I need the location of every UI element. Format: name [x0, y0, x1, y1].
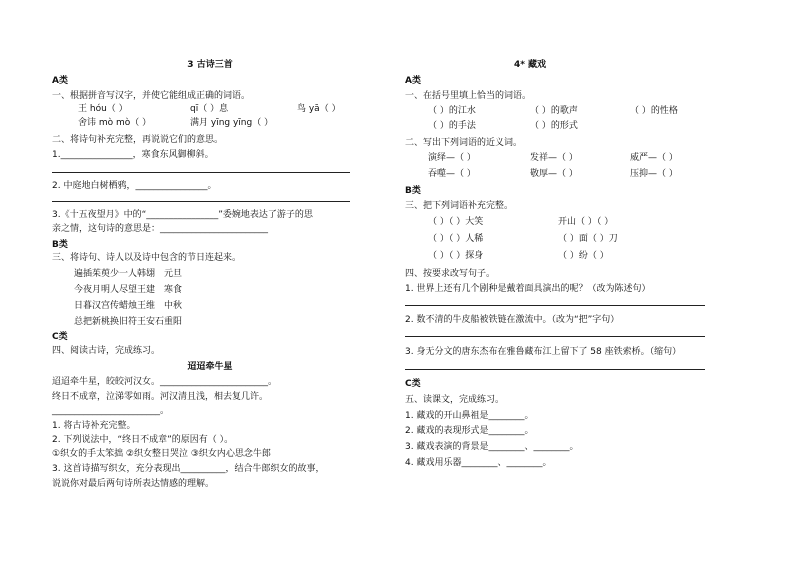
- poem-question-2-options: ①织女的手太笨拙 ②织女整日哭泣 ③织女内心思念牛郎: [52, 449, 271, 459]
- fill-phrase-4: （ ）的手法: [428, 121, 476, 131]
- reading-question-3: 3. 藏戏表演的背景是________、________。: [405, 442, 579, 452]
- synonym-2: 发祥—（ ）: [530, 153, 578, 163]
- idiom-1: （ ）（ ）大笑: [428, 217, 484, 227]
- question-1-prompt: 一、根据拼音写汉字，并使它能组成正确的词语。: [52, 91, 251, 101]
- answer-line: [405, 336, 705, 337]
- question-2-prompt: 二、将诗句补充完整，再说说它们的意思。: [52, 135, 224, 145]
- match-poem: 遍插茱萸少一人: [74, 269, 138, 279]
- matching-row: [74, 282, 182, 298]
- synonym-1: 演绎—（ ）: [428, 153, 476, 163]
- reading-question-4: 4. 藏戏用乐器________、________。: [405, 458, 552, 468]
- fill-poem-2: 2. 中庭地白树栖鸦，________________。: [52, 181, 217, 191]
- matching-row: [74, 266, 182, 282]
- fill-poem-3a: 3.《十五夜望月》中的“________________”委婉地表达了游子的思: [52, 210, 313, 220]
- poem-line-2: 终日不成章，泣涕零如雨。河汉清且浅，相去复几许。: [52, 392, 269, 402]
- match-poet: 王维: [137, 301, 156, 311]
- reading-question-1: 1. 藏戏的开山鼻祖是________。: [405, 411, 534, 421]
- question-4-prompt: 四、阅读古诗，完成练习。: [52, 346, 161, 356]
- fill-phrase-3: （ ）的性格: [630, 106, 678, 116]
- idiom-2: 开山（ ）（ ）: [558, 217, 614, 227]
- fill-poem-3b: 亲之情，这句诗的意思是：________________________: [52, 224, 269, 234]
- synonym-5: 敬厚—（ ）: [530, 169, 578, 179]
- question-3-prompt: 三、把下列词语补充完整。: [405, 201, 514, 211]
- section-b-label: B类: [405, 186, 421, 196]
- fill-phrase-2: （ ）的歌声: [530, 106, 578, 116]
- question-3-prompt: 三、将诗句、诗人以及诗中包含的节日连起来。: [52, 253, 242, 263]
- matching-row: [74, 314, 182, 330]
- synonym-4: 吞噬—（ ）: [428, 169, 476, 179]
- pinyin-item-1: 王 hóu（ ）: [78, 104, 128, 114]
- fill-poem-1: 1.________________，寒食东风御柳斜。: [52, 150, 214, 160]
- match-poet: 王安石: [137, 317, 165, 327]
- lesson-4-title: 4* 藏戏: [513, 60, 547, 70]
- idiom-4: （ ）面（ ）刀: [558, 234, 618, 244]
- question-4-prompt: 四、按要求改写句子。: [405, 269, 496, 279]
- idiom-6: （ ）纷（ ）: [558, 251, 609, 261]
- fill-phrase-5: （ ）的形式: [530, 121, 578, 131]
- match-poem: 总把新桃换旧符: [74, 317, 138, 327]
- poem-question-3a: 3. 这首诗描写织女，充分表现出__________，结合牛郎织女的故事，: [52, 464, 325, 474]
- rewrite-sentence-2: 2. 数不清的牛皮船被铁链在激流中。（改为“把”字句）: [405, 315, 620, 325]
- match-poet: 王建: [137, 285, 156, 295]
- pinyin-item-2: qī（ ）息: [190, 104, 229, 114]
- question-1-prompt: 一、在括号里填上恰当的词语。: [405, 91, 532, 101]
- answer-line: [52, 201, 350, 202]
- pinyin-item-4: 舍讳 mò mò（ ）: [78, 118, 152, 128]
- match-poem: 日暮汉宫传蜡烛: [74, 301, 138, 311]
- fill-phrase-1: （ ）的江水: [428, 106, 476, 116]
- lesson-3-title: 3 古诗三首: [187, 60, 233, 70]
- poem-question-1: 1. 将古诗补充完整。: [52, 421, 136, 431]
- matching-row: [74, 298, 182, 314]
- reading-question-2: 2. 藏戏的表现形式是________。: [405, 426, 534, 436]
- poem-question-3b: 说说你对最后两句诗所表达情感的理解。: [52, 479, 215, 489]
- section-a-label: A类: [405, 76, 421, 86]
- section-b-label: B类: [52, 240, 68, 250]
- answer-line: [52, 172, 350, 173]
- match-festival: 中秋: [164, 301, 183, 311]
- matching-table: [74, 266, 182, 330]
- match-festival: 重阳: [164, 317, 183, 327]
- section-c-label: C类: [52, 332, 68, 342]
- section-a-label: A类: [52, 76, 68, 86]
- poem-line-3: ________________________。: [52, 406, 170, 416]
- answer-line: [405, 369, 705, 370]
- match-poet: 韩翃: [137, 269, 156, 279]
- question-2-prompt: 二、写出下列词语的近义词。: [405, 138, 523, 148]
- poem-line-1: 迢迢牵牛星，皎皎河汉女。________________________。: [52, 377, 278, 387]
- idiom-5: （ ）（ ）探身: [428, 251, 484, 261]
- pinyin-item-3: 鸟 yā（ ）: [297, 104, 341, 114]
- pinyin-item-5: 满月 yīng yīng（ ）: [190, 118, 274, 128]
- question-5-prompt: 五、读课文，完成练习。: [405, 395, 505, 405]
- section-c-label: C类: [405, 379, 421, 389]
- idiom-3: （ ）（ ）人稀: [428, 234, 484, 244]
- rewrite-sentence-1: 1. 世界上还有几个剧种是戴着面具演出的呢？（改为陈述句）: [405, 284, 651, 294]
- synonym-6: 压抑—（ ）: [630, 169, 678, 179]
- answer-line: [405, 305, 705, 306]
- rewrite-sentence-3: 3. 身无分文的唐东杰布在雅鲁藏布江上留下了 58 座铁索桥。（缩句）: [405, 347, 682, 357]
- poem-title: 迢迢牵牛星: [187, 362, 233, 372]
- synonym-3: 威严—（ ）: [630, 153, 678, 163]
- match-festival: 元旦: [164, 269, 183, 279]
- match-festival: 寒食: [164, 285, 183, 295]
- poem-question-2: 2. 下列说法中，“终日不成章”的原因有（ ）。: [52, 435, 234, 445]
- match-poem: 今夜月明人尽望: [74, 285, 138, 295]
